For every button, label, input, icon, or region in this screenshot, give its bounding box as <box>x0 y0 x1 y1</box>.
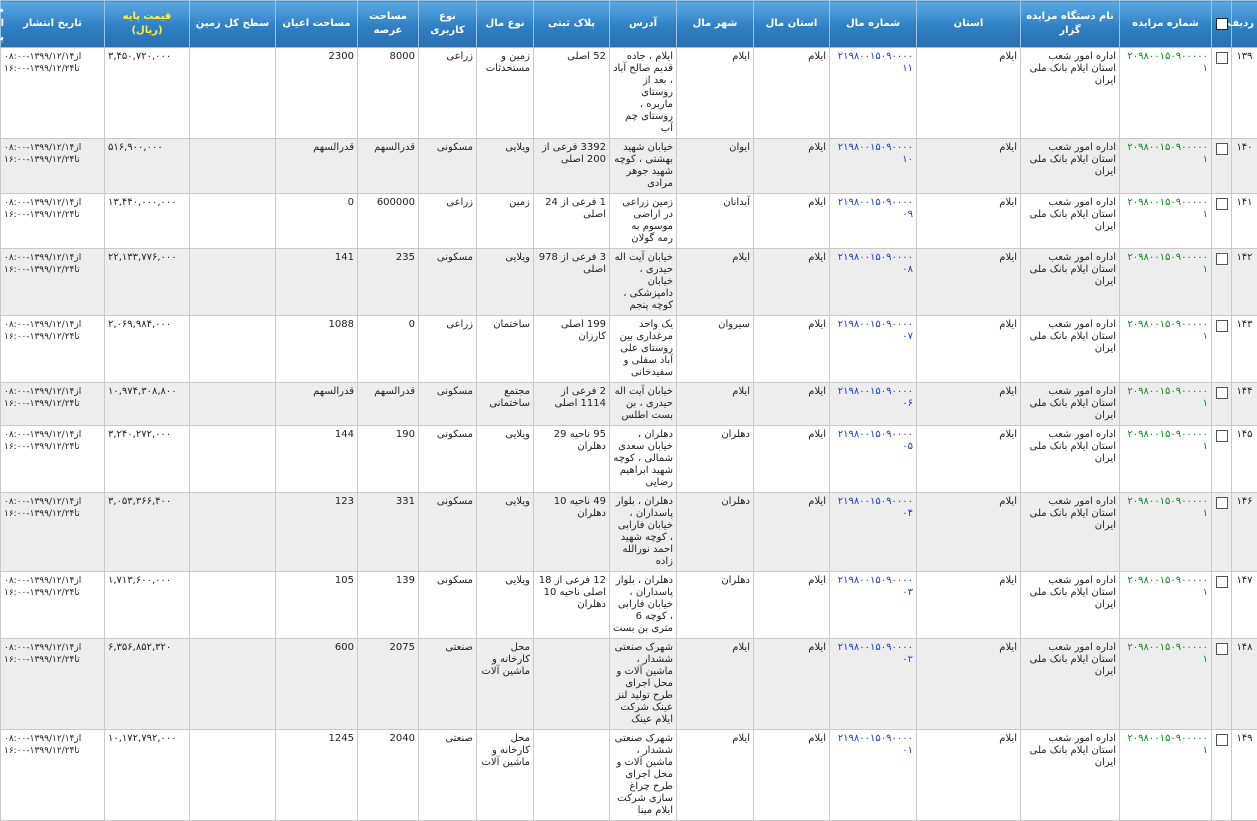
pub-to: تا۱۳۹۹/۱۲/۲۴-۱۶:۰۰ <box>4 154 101 166</box>
org-name: اداره امور شعب استان ایلام بانک ملی ایران <box>1021 316 1120 383</box>
asset-city: ایلام <box>677 383 754 426</box>
base-price: ۱۳,۴۴۰,۰۰۰,۰۰۰ <box>105 194 190 249</box>
pub-to: تا۱۳۹۹/۱۲/۲۴-۱۶:۰۰ <box>4 441 101 453</box>
asset-city: دهلران <box>677 493 754 572</box>
build-area: 123 <box>276 493 358 572</box>
plate: 12 فرعی از 18 اصلی ناحیه 10 دهلران <box>534 572 610 639</box>
row-select-cell[interactable] <box>1212 730 1232 821</box>
org-name: اداره امور شعب استان ایلام بانک ملی ایران <box>1021 249 1120 316</box>
col-build-area[interactable]: مساحت اعیان <box>276 1 358 48</box>
pub-from: از۱۳۹۹/۱۲/۱۴-۰۸:۰۰ <box>4 496 101 508</box>
row-number: ۱۴۸ <box>1232 639 1257 730</box>
row-number: ۱۴۷ <box>1232 572 1257 639</box>
plate: 52 اصلی <box>534 48 610 139</box>
col-org[interactable]: نام دستگاه مزایده گزار <box>1021 1 1120 48</box>
col-row[interactable]: ردیف <box>1232 1 1257 48</box>
table-row[interactable] <box>1 639 1257 730</box>
address: خیابان آیت اله حیدری ، بن بست اطلس <box>610 383 677 426</box>
usage: مسکونی <box>419 383 477 426</box>
row-number: ۱۴۵ <box>1232 426 1257 493</box>
auction-number-link[interactable]: ۲۰۹۸۰۰۱۵۰۹۰۰۰۰۰۱ <box>1120 249 1212 316</box>
col-asset-city[interactable]: شهر مال <box>677 1 754 48</box>
asset-province: ایلام <box>754 249 830 316</box>
publish-date <box>1 426 105 493</box>
row-number: ۱۴۶ <box>1232 493 1257 572</box>
asset-city: دهلران <box>677 572 754 639</box>
table-row[interactable] <box>1 426 1257 493</box>
auction-number-link[interactable]: ۲۰۹۸۰۰۱۵۰۹۰۰۰۰۰۱ <box>1120 730 1212 821</box>
row-number: ۱۴۲ <box>1232 249 1257 316</box>
total-level <box>190 730 276 821</box>
publish-date <box>1 730 105 821</box>
pub-to: تا۱۳۹۹/۱۲/۲۴-۱۶:۰۰ <box>4 745 101 757</box>
col-total-level[interactable]: سطح کل زمین <box>190 1 276 48</box>
table-row[interactable] <box>1 249 1257 316</box>
publish-date <box>1 572 105 639</box>
province: ایلام <box>917 639 1021 730</box>
asset-type: ویلایی <box>477 249 534 316</box>
table-body <box>1 48 1257 821</box>
org-name: اداره امور شعب استان ایلام بانک ملی ایران <box>1021 383 1120 426</box>
pub-to: تا۱۳۹۹/۱۲/۲۴-۱۶:۰۰ <box>4 508 101 520</box>
land-area: 190 <box>358 426 419 493</box>
land-area: 8000 <box>358 48 419 139</box>
province: ایلام <box>917 572 1021 639</box>
usage: مسکونی <box>419 572 477 639</box>
usage: زراعی <box>419 48 477 139</box>
asset-city: ایلام <box>677 48 754 139</box>
province: ایلام <box>917 383 1021 426</box>
address: دهلران ، بلوار پاسداران ، خیابان فارابی ، کوچه شهید احمد نورالله زاده <box>610 493 677 572</box>
asset-province: ایلام <box>754 48 830 139</box>
table-row[interactable] <box>1 316 1257 383</box>
col-asset-no[interactable]: شماره مال <box>830 1 917 48</box>
address: دهلران ، بلوار پاسداران ، خیابان فارابی ، کوچه 6 متری بن بست <box>610 572 677 639</box>
publish-date <box>1 493 105 572</box>
province: ایلام <box>917 316 1021 383</box>
pub-from: از۱۳۹۹/۱۲/۱۴-۰۸:۰۰ <box>4 319 101 331</box>
build-area: قدرالسهم <box>276 383 358 426</box>
province: ایلام <box>917 48 1021 139</box>
asset-number-link[interactable]: ۲۱۹۸۰۰۱۵۰۹۰۰۰۰۰۷ <box>830 316 917 383</box>
col-plate[interactable]: پلاک ثبتی <box>534 1 610 48</box>
address: خیابان آیت اله حیدری ، خیابان دامپزشکی ، کوچه پنجم <box>610 249 677 316</box>
pub-to: تا۱۳۹۹/۱۲/۲۴-۱۶:۰۰ <box>4 209 101 221</box>
build-area: 144 <box>276 426 358 493</box>
province: ایلام <box>917 730 1021 821</box>
address: شهرک صنعتی ششدار ، ماشین آلات و محل اجرای طرح تولید لنز عینک شرکت ایلام عینک <box>610 639 677 730</box>
table-row[interactable] <box>1 48 1257 139</box>
asset-type: زمین و مستحدثات <box>477 48 534 139</box>
usage: مسکونی <box>419 139 477 194</box>
row-number: ۱۴۰ <box>1232 139 1257 194</box>
build-area: 141 <box>276 249 358 316</box>
org-name: اداره امور شعب استان ایلام بانک ملی ایران <box>1021 639 1120 730</box>
asset-province: ایلام <box>754 493 830 572</box>
build-area: 1088 <box>276 316 358 383</box>
usage: مسکونی <box>419 426 477 493</box>
row-checkbox[interactable] <box>1216 387 1228 399</box>
address: ایلام ، جاده قدیم صالح آباد ، بعد از روستای ماربره ، روستای چم آب <box>610 48 677 139</box>
auction-number-link[interactable]: ۲۰۹۸۰۰۱۵۰۹۰۰۰۰۰۱ <box>1120 383 1212 426</box>
table-row[interactable] <box>1 139 1257 194</box>
total-level <box>190 426 276 493</box>
auction-number-link[interactable]: ۲۰۹۸۰۰۱۵۰۹۰۰۰۰۰۱ <box>1120 426 1212 493</box>
auction-number-link[interactable]: ۲۰۹۸۰۰۱۵۰۹۰۰۰۰۰۱ <box>1120 48 1212 139</box>
asset-type: ویلایی <box>477 426 534 493</box>
asset-number-link[interactable]: ۲۱۹۸۰۰۱۵۰۹۰۰۰۰۱۱ <box>830 48 917 139</box>
row-select-cell[interactable] <box>1212 48 1232 139</box>
publish-date <box>1 194 105 249</box>
asset-number-link[interactable]: ۲۱۹۸۰۰۱۵۰۹۰۰۰۰۰۴ <box>830 493 917 572</box>
row-number: ۱۴۱ <box>1232 194 1257 249</box>
province: ایلام <box>917 139 1021 194</box>
publish-date <box>1 139 105 194</box>
row-checkbox[interactable] <box>1216 497 1228 509</box>
asset-province: ایلام <box>754 383 830 426</box>
base-price: ۱۰,۱۷۲,۷۹۲,۰۰۰ <box>105 730 190 821</box>
land-area: قدرالسهم <box>358 383 419 426</box>
auction-number-link[interactable]: ۲۰۹۸۰۰۱۵۰۹۰۰۰۰۰۱ <box>1120 639 1212 730</box>
asset-type: ساختمان <box>477 316 534 383</box>
build-area: 105 <box>276 572 358 639</box>
usage: مسکونی <box>419 493 477 572</box>
usage: مسکونی <box>419 249 477 316</box>
land-area: 2040 <box>358 730 419 821</box>
asset-type: ویلایی <box>477 493 534 572</box>
asset-city: دهلران <box>677 426 754 493</box>
row-select-cell[interactable] <box>1212 493 1232 572</box>
pub-from: از۱۳۹۹/۱۲/۱۴-۰۸:۰۰ <box>4 142 101 154</box>
total-level <box>190 383 276 426</box>
plate: 95 ناحیه 29 دهلران <box>534 426 610 493</box>
table-row[interactable] <box>1 383 1257 426</box>
row-select-cell[interactable] <box>1212 572 1232 639</box>
auction-number-link[interactable]: ۲۰۹۸۰۰۱۵۰۹۰۰۰۰۰۱ <box>1120 139 1212 194</box>
total-level <box>190 316 276 383</box>
row-checkbox[interactable] <box>1216 198 1228 210</box>
asset-type: مجتمع ساختمانی <box>477 383 534 426</box>
row-checkbox[interactable] <box>1216 52 1228 64</box>
plate: 49 ناحیه 10 دهلران <box>534 493 610 572</box>
row-select-cell[interactable] <box>1212 194 1232 249</box>
publish-date <box>1 48 105 139</box>
pub-from: از۱۳۹۹/۱۲/۱۴-۰۸:۰۰ <box>4 575 101 587</box>
base-price: ۱۰,۹۷۴,۳۰۸,۸۰۰ <box>105 383 190 426</box>
publish-date <box>1 249 105 316</box>
build-area: قدرالسهم <box>276 139 358 194</box>
pub-to: تا۱۳۹۹/۱۲/۲۴-۱۶:۰۰ <box>4 654 101 666</box>
asset-province: ایلام <box>754 194 830 249</box>
table-row[interactable] <box>1 572 1257 639</box>
total-level <box>190 639 276 730</box>
row-select-cell[interactable] <box>1212 249 1232 316</box>
publish-date <box>1 316 105 383</box>
pub-to: تا۱۳۹۹/۱۲/۲۴-۱۶:۰۰ <box>4 63 101 75</box>
pub-from: از۱۳۹۹/۱۲/۱۴-۰۸:۰۰ <box>4 252 101 264</box>
usage: صنعتی <box>419 730 477 821</box>
asset-city: ایوان <box>677 139 754 194</box>
header-row <box>1 1 1257 48</box>
asset-number-link[interactable]: ۲۱۹۸۰۰۱۵۰۹۰۰۰۰۰۲ <box>830 639 917 730</box>
base-price: ۶,۳۵۶,۸۵۲,۳۲۰ <box>105 639 190 730</box>
base-price: ۱,۷۱۳,۶۰۰,۰۰۰ <box>105 572 190 639</box>
org-name: اداره امور شعب استان ایلام بانک ملی ایران <box>1021 194 1120 249</box>
org-name: اداره امور شعب استان ایلام بانک ملی ایران <box>1021 730 1120 821</box>
row-checkbox[interactable] <box>1216 643 1228 655</box>
asset-number-link[interactable]: ۲۱۹۸۰۰۱۵۰۹۰۰۰۰۰۵ <box>830 426 917 493</box>
asset-province: ایلام <box>754 139 830 194</box>
plate: 1 فرعی از 24 اصلی <box>534 194 610 249</box>
publish-date <box>1 383 105 426</box>
row-checkbox[interactable] <box>1216 430 1228 442</box>
build-area: 0 <box>276 194 358 249</box>
total-level <box>190 249 276 316</box>
build-area: 600 <box>276 639 358 730</box>
pub-from: از۱۳۹۹/۱۲/۱۴-۰۸:۰۰ <box>4 386 101 398</box>
pub-from: از۱۳۹۹/۱۲/۱۴-۰۸:۰۰ <box>4 733 101 745</box>
row-number: ۱۴۹ <box>1232 730 1257 821</box>
province: ایلام <box>917 426 1021 493</box>
auction-number-link[interactable]: ۲۰۹۸۰۰۱۵۰۹۰۰۰۰۰۱ <box>1120 194 1212 249</box>
base-price: ۵۱۶,۹۰۰,۰۰۰ <box>105 139 190 194</box>
asset-province: ایلام <box>754 639 830 730</box>
pub-from: از۱۳۹۹/۱۲/۱۴-۰۸:۰۰ <box>4 642 101 654</box>
address: خیابان شهید بهشتی ، کوچه شهید جوهر مرادی <box>610 139 677 194</box>
base-price: ۲,۰۶۹,۹۸۴,۰۰۰ <box>105 316 190 383</box>
asset-province: ایلام <box>754 730 830 821</box>
province: ایلام <box>917 249 1021 316</box>
asset-city: ایلام <box>677 249 754 316</box>
col-asset-type[interactable]: نوع مال <box>477 1 534 48</box>
pub-to: تا۱۳۹۹/۱۲/۲۴-۱۶:۰۰ <box>4 331 101 343</box>
row-checkbox[interactable] <box>1216 143 1228 155</box>
col-usage[interactable]: نوع کاربری <box>419 1 477 48</box>
row-number: ۱۳۹ <box>1232 48 1257 139</box>
col-asset-province[interactable]: استان مال <box>754 1 830 48</box>
asset-city: ایلام <box>677 730 754 821</box>
table-row[interactable] <box>1 493 1257 572</box>
asset-city: آبدانان <box>677 194 754 249</box>
publish-date <box>1 639 105 730</box>
row-select-cell[interactable] <box>1212 383 1232 426</box>
org-name: اداره امور شعب استان ایلام بانک ملی ایران <box>1021 48 1120 139</box>
row-checkbox[interactable] <box>1216 576 1228 588</box>
asset-type: ویلایی <box>477 572 534 639</box>
pub-to: تا۱۳۹۹/۱۲/۲۴-۱۶:۰۰ <box>4 587 101 599</box>
usage: صنعتی <box>419 639 477 730</box>
base-price: ۳,۰۵۳,۳۶۶,۴۰۰ <box>105 493 190 572</box>
row-select-cell[interactable] <box>1212 316 1232 383</box>
total-level <box>190 139 276 194</box>
col-price[interactable]: قیمت پایه (ریال) <box>105 1 190 48</box>
total-level <box>190 572 276 639</box>
org-name: اداره امور شعب استان ایلام بانک ملی ایران <box>1021 139 1120 194</box>
col-pub-date[interactable]: تاریخ انتشار <box>1 1 105 48</box>
asset-number-link[interactable]: ۲۱۹۸۰۰۱۵۰۹۰۰۰۰۰۹ <box>830 194 917 249</box>
asset-type: ویلایی <box>477 139 534 194</box>
org-name: اداره امور شعب استان ایلام بانک ملی ایران <box>1021 572 1120 639</box>
build-area: 2300 <box>276 48 358 139</box>
plate: 3 فرعی از 978 اصلی <box>534 249 610 316</box>
row-checkbox[interactable] <box>1216 734 1228 746</box>
col-address[interactable]: آدرس <box>610 1 677 48</box>
org-name: اداره امور شعب استان ایلام بانک ملی ایران <box>1021 426 1120 493</box>
base-price: ۳,۲۴۰,۲۷۲,۰۰۰ <box>105 426 190 493</box>
land-area: 0 <box>358 316 419 383</box>
address: شهرک صنعتی ششدار ، ماشین آلات و محل اجرای طرح چراغ سازی شرکت ایلام مینا <box>610 730 677 821</box>
land-area: 331 <box>358 493 419 572</box>
org-name: اداره امور شعب استان ایلام بانک ملی ایران <box>1021 493 1120 572</box>
asset-number-link[interactable]: ۲۱۹۸۰۰۱۵۰۹۰۰۰۰۰۱ <box>830 730 917 821</box>
asset-province: ایلام <box>754 572 830 639</box>
usage: زراعی <box>419 316 477 383</box>
table-row[interactable] <box>1 194 1257 249</box>
base-price: ۳,۴۵۰,۷۲۰,۰۰۰ <box>105 48 190 139</box>
row-number: ۱۴۳ <box>1232 316 1257 383</box>
plate: 2 فرعی از 1114 اصلی <box>534 383 610 426</box>
land-area: 139 <box>358 572 419 639</box>
land-area: قدرالسهم <box>358 139 419 194</box>
row-checkbox[interactable] <box>1216 253 1228 265</box>
pub-to: تا۱۳۹۹/۱۲/۲۴-۱۶:۰۰ <box>4 264 101 276</box>
asset-type: زمین <box>477 194 534 249</box>
row-number: ۱۴۴ <box>1232 383 1257 426</box>
asset-province: ایلام <box>754 316 830 383</box>
land-area: 235 <box>358 249 419 316</box>
plate <box>534 639 610 730</box>
pub-from: از۱۳۹۹/۱۲/۱۴-۰۸:۰۰ <box>4 197 101 209</box>
auction-number-link[interactable]: ۲۰۹۸۰۰۱۵۰۹۰۰۰۰۰۱ <box>1120 316 1212 383</box>
col-auction-no[interactable]: شماره مزایده <box>1120 1 1212 48</box>
plate: 199 اصلی کارزان <box>534 316 610 383</box>
asset-number-link[interactable]: ۲۱۹۸۰۰۱۵۰۹۰۰۰۰۰۶ <box>830 383 917 426</box>
province: ایلام <box>917 493 1021 572</box>
col-province[interactable]: استان <box>917 1 1021 48</box>
asset-number-link[interactable]: ۲۱۹۸۰۰۱۵۰۹۰۰۰۰۱۰ <box>830 139 917 194</box>
asset-type: محل کارخانه و ماشین آلات <box>477 730 534 821</box>
select-all-checkbox[interactable] <box>1216 18 1228 30</box>
address: یک واحد مرغداری بین روستای علی آباد سفلی و سفیدخانی <box>610 316 677 383</box>
pub-from: از۱۳۹۹/۱۲/۱۴-۰۸:۰۰ <box>4 51 101 63</box>
row-checkbox[interactable] <box>1216 320 1228 332</box>
auction-number-link[interactable]: ۲۰۹۸۰۰۱۵۰۹۰۰۰۰۰۱ <box>1120 493 1212 572</box>
plate <box>534 730 610 821</box>
address: دهلران ، خیابان سعدی شمالی ، کوچه شهید ابراهیم رضایی <box>610 426 677 493</box>
province: ایلام <box>917 194 1021 249</box>
row-select-cell[interactable] <box>1212 139 1232 194</box>
asset-province: ایلام <box>754 426 830 493</box>
col-land-area[interactable]: مساحت عرصه <box>358 1 419 48</box>
land-area: 600000 <box>358 194 419 249</box>
land-area: 2075 <box>358 639 419 730</box>
table-row[interactable] <box>1 730 1257 821</box>
build-area: 1245 <box>276 730 358 821</box>
asset-number-link[interactable]: ۲۱۹۸۰۰۱۵۰۹۰۰۰۰۰۸ <box>830 249 917 316</box>
plate: 3392 فرعی از 200 اصلی <box>534 139 610 194</box>
auction-number-link[interactable]: ۲۰۹۸۰۰۱۵۰۹۰۰۰۰۰۱ <box>1120 572 1212 639</box>
pub-to: تا۱۳۹۹/۱۲/۲۴-۱۶:۰۰ <box>4 398 101 410</box>
base-price: ۲۲,۱۳۳,۷۷۶,۰۰۰ <box>105 249 190 316</box>
address: زمین زراعی در اراضی موسوم به رمه گولان <box>610 194 677 249</box>
row-select-cell[interactable] <box>1212 426 1232 493</box>
row-select-cell[interactable] <box>1212 639 1232 730</box>
pub-from: از۱۳۹۹/۱۲/۱۴-۰۸:۰۰ <box>4 429 101 441</box>
asset-type: محل کارخانه و ماشین آلات <box>477 639 534 730</box>
asset-number-link[interactable]: ۲۱۹۸۰۰۱۵۰۹۰۰۰۰۰۳ <box>830 572 917 639</box>
asset-city: ایلام <box>677 639 754 730</box>
total-level <box>190 194 276 249</box>
total-level <box>190 48 276 139</box>
usage: زراعی <box>419 194 477 249</box>
total-level <box>190 493 276 572</box>
asset-city: سیروان <box>677 316 754 383</box>
